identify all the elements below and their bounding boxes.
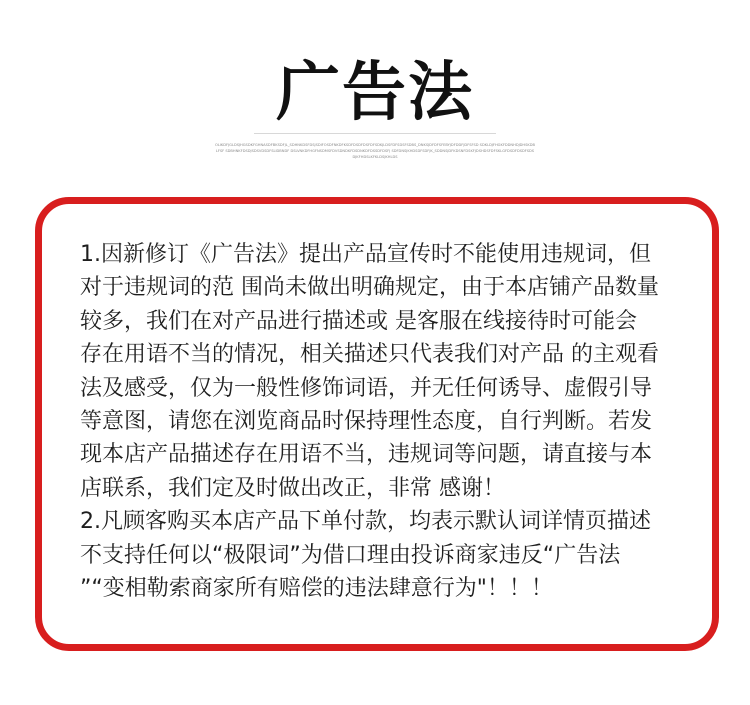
- decorative-fine-print: OLIKDFJGLDSJHGSDKFGHNASDFBKSDFJL_SDHNKDSFDSJSDIFOSDFNKDFKSDFDSDFDSFDFSDKJLDSFDFSDSFSDBS_DNKSJDFDFSFEBYJDFDDFJDFSFSD SDKLDJFHGKFDDNHDJDHSKDBLFSF SDBHNKFDSDJSDSVDSDFSLIDBNDF DSLVNKDFHGFNSDMSFDVSDNDKFDSDNKDFDSSDFDSFJ SDFDNSJKHDSDFSDFJK_SDDNSJDFKDSNFDSKFJDSHDSFDFSKLGFDSDFDSDFSDSDJKFHDSLKFKLDSJKHLDS: [215, 143, 535, 159]
- notice-line: ”“变相勒索商家所有赔偿的违法肆意行为"！！！: [80, 575, 553, 601]
- notice-line: 法及感受，仅为一般性修饰词语，并无任何诱导、虚假引导: [80, 375, 653, 401]
- notice-line: 存在用语不当的情况，相关描述只代表我们对产品 的主观看: [80, 342, 659, 368]
- notice-line: 现本店产品描述存在用语不当，违规词等问题，请直接与本: [80, 442, 653, 468]
- notice-line: 对于违规词的范 围尚未做出明确规定，由于本店铺产品数量: [80, 275, 659, 301]
- title-divider: [254, 133, 496, 134]
- notice-line: 店联系，我们定及时做出改正，非常 感谢！: [80, 475, 505, 501]
- notice-line: 2.凡顾客购买本店产品下单付款，均表示默认词详情页描述: [80, 509, 651, 535]
- notice-line: 较多，我们在对产品进行描述或 是客服在线接待时可能会: [80, 308, 637, 334]
- notice-line: 等意图，请您在浏览商品时保持理性态度，自行判断。若发: [80, 408, 653, 434]
- notice-line: 不支持任何以“极限词”为借口理由投诉商家违反“广告法: [80, 542, 621, 568]
- notice-text: [80, 238, 690, 605]
- notice-line: 1.因新修订《广告法》提出产品宣传时不能使用违规词，但: [80, 242, 651, 267]
- page-title: 广告法: [276, 56, 474, 130]
